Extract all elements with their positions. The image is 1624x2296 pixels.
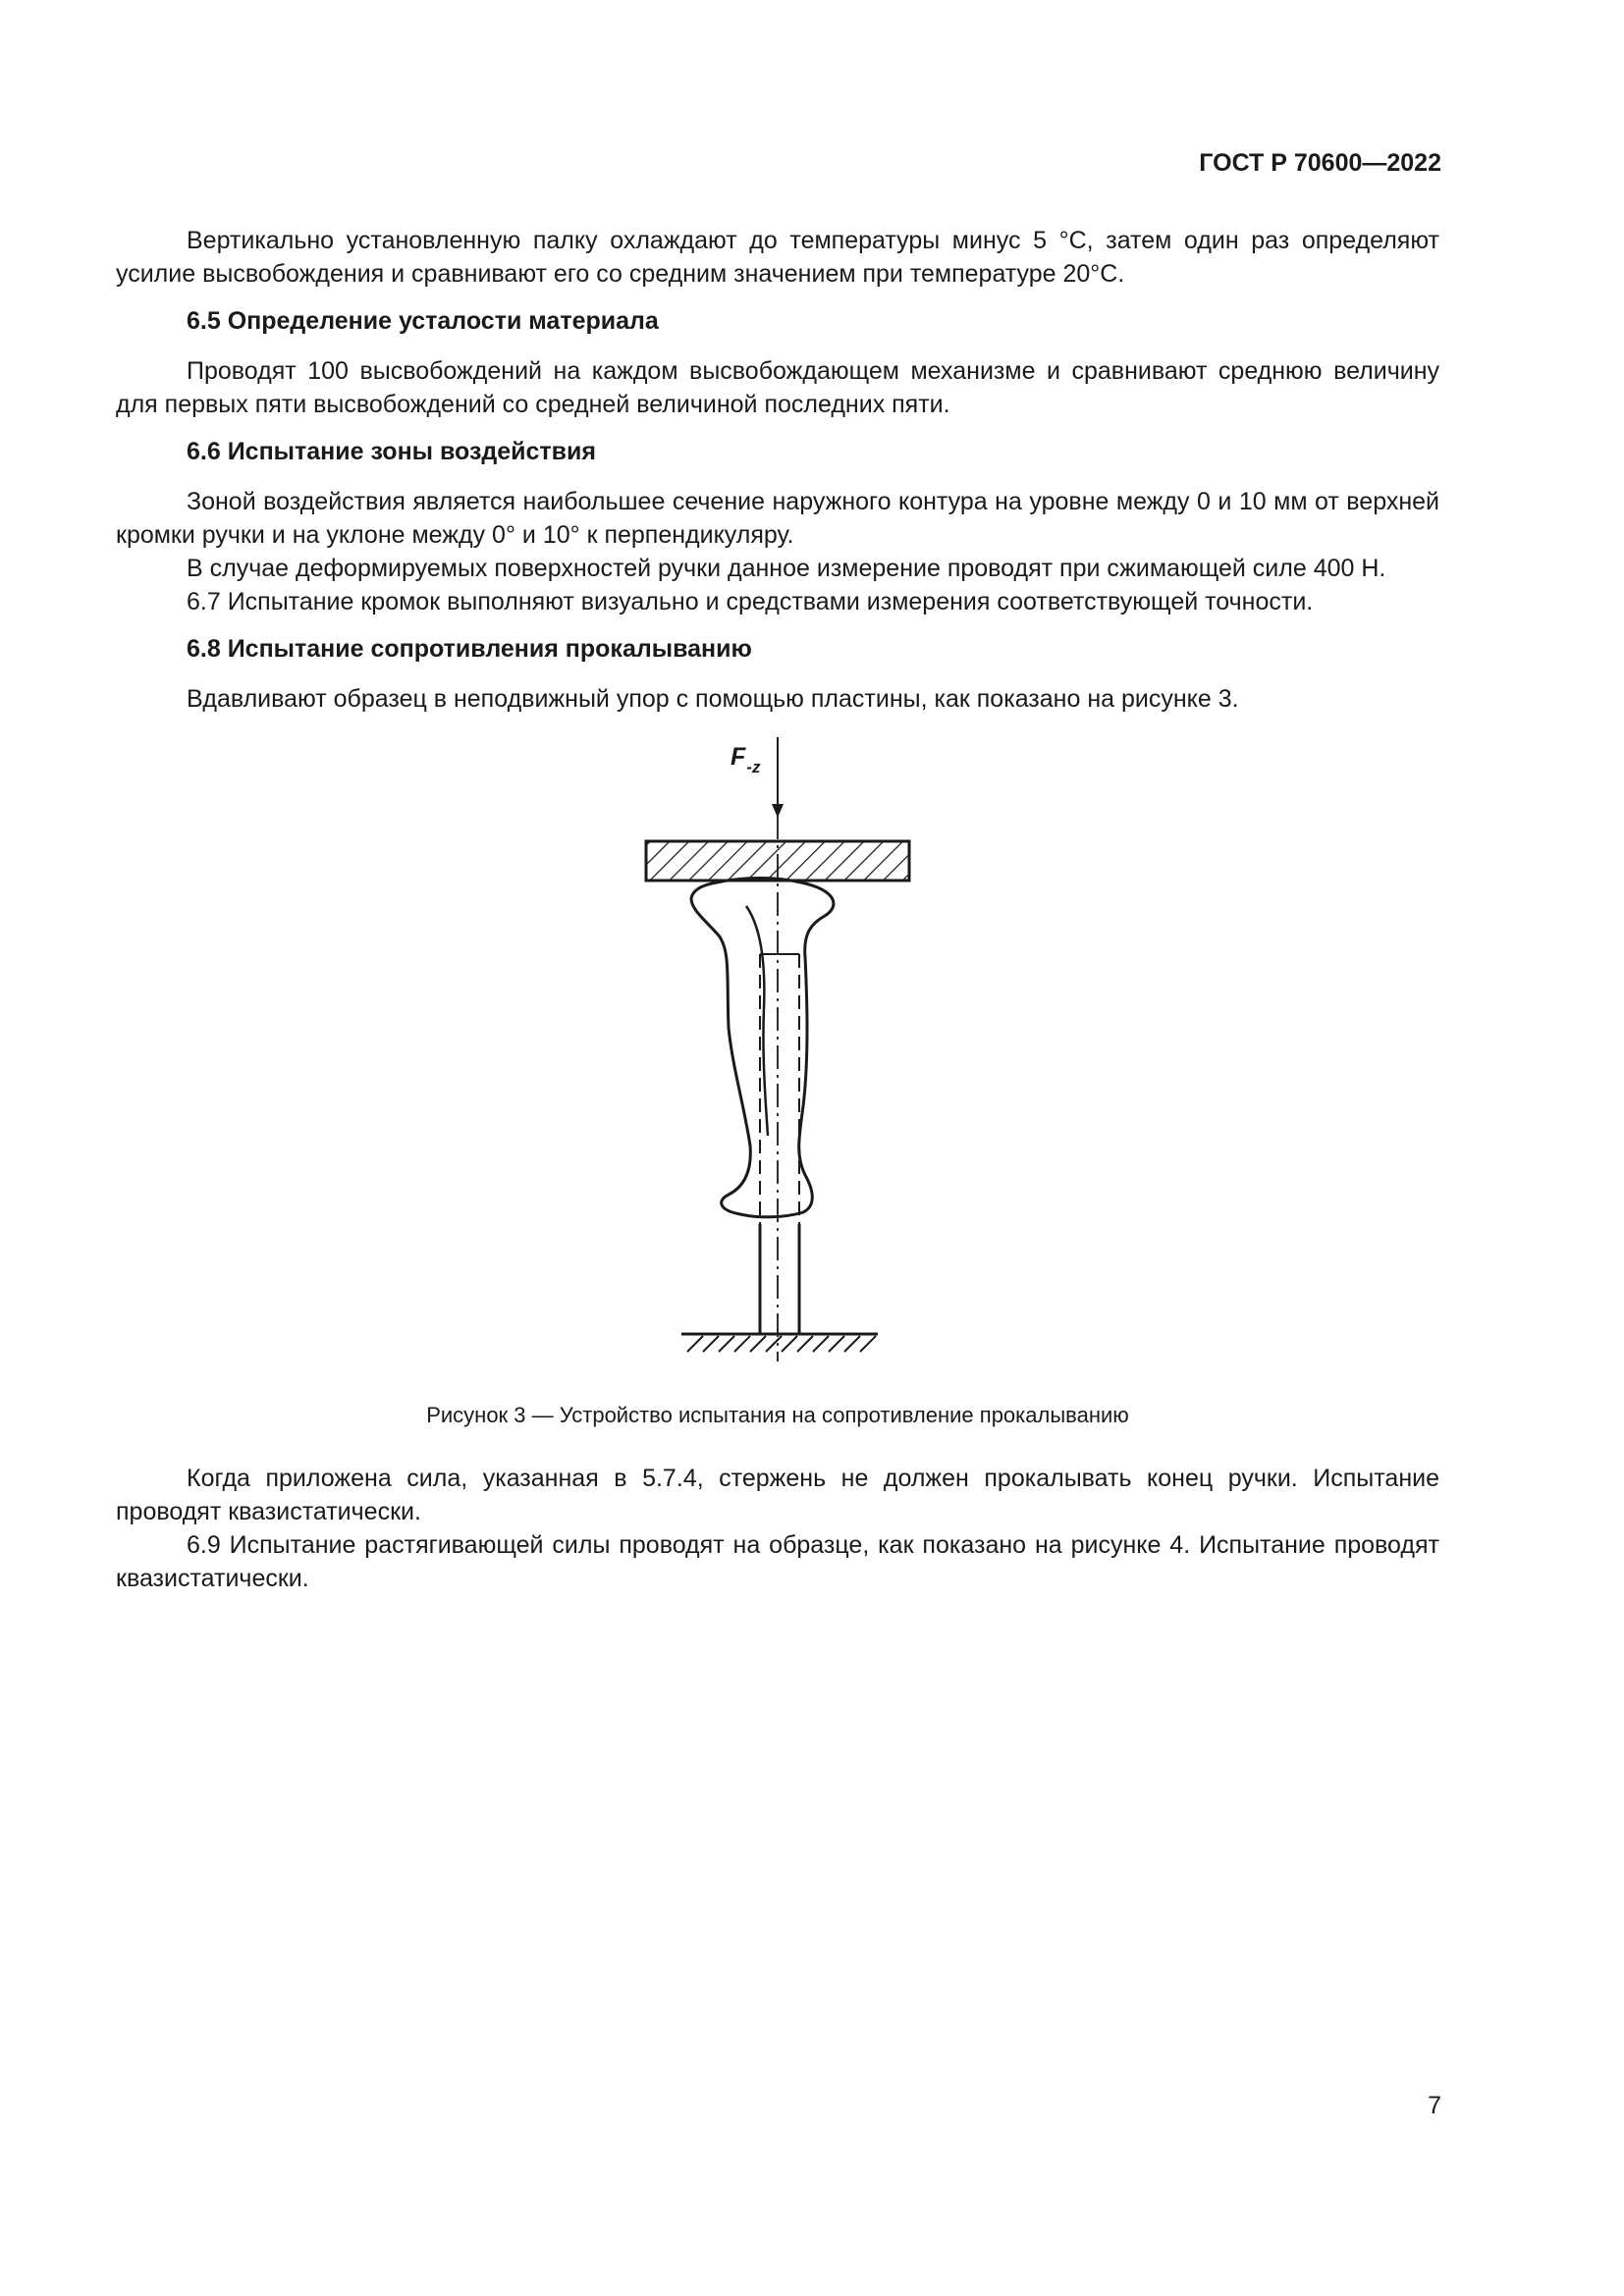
heading-6-8: 6.8 Испытание сопротивления прокалыванию	[187, 635, 752, 663]
paragraph-6-6-deformable: В случае деформируемых поверхностей ручки данное измерение проводят при сжимающей силе 400 Н.	[187, 555, 1386, 582]
paragraph-6-8: Вдавливают образец в неподвижный упор с помощью пластины, как показано на рисунке 3.	[187, 685, 1239, 713]
paragraph-6-7: 6.7 Испытание кромок выполняют визуально и средствами измерения соответствующей точности.	[187, 588, 1314, 615]
page-number: 7	[1428, 2092, 1441, 2119]
rod	[760, 1224, 799, 1334]
page-content	[116, 224, 1439, 1595]
paragraph-cooling-test: Вертикально установленную палку охлаждают до температуры минус 5 °С, затем один раз определяют усилие высвобождения и сравнивают его со средним значением при температуре 20°С.	[116, 227, 1439, 288]
paragraph-6-5: Проводят 100 высвобождений на каждом высвобождающем механизме и сравнивают среднюю величину для первых пяти высвобождений со средней величиной последних пяти.	[116, 357, 1439, 418]
figure-3-puncture-test	[116, 733, 1439, 1401]
force-arrow-icon	[772, 737, 784, 818]
force-label: $F_{-z}$	[731, 743, 761, 776]
puncture-test-drawing	[116, 733, 1439, 1401]
paragraph-rod-puncture: Когда приложена сила, указанная в 5.7.4, стержень не должен прокалывать конец ручки. Испытание проводят квазистатически.	[116, 1465, 1439, 1525]
figure-caption: Рисунок 3 — Устройство испытания на сопротивление прокалыванию	[426, 1403, 1129, 1427]
heading-6-6: 6.6 Испытание зоны воздействия	[187, 438, 596, 465]
paragraph-6-6-zone: Зоной воздействия является наибольшее сечение наружного контура на уровне между 0 и 10 мм от верхней кромки ручки и на уклоне между 0° и 10° к перпендикуляру.	[116, 488, 1439, 549]
handle-inner-line	[746, 906, 768, 1136]
heading-6-5: 6.5 Определение усталости материала	[187, 307, 659, 335]
fixed-base	[681, 1334, 878, 1352]
paragraph-6-9: 6.9 Испытание растягивающей силы проводят на образце, как показано на рисунке 4. Испытание проводят квазистатически.	[116, 1531, 1439, 1592]
document-code: ГОСТ Р 70600—2022	[1199, 149, 1441, 177]
